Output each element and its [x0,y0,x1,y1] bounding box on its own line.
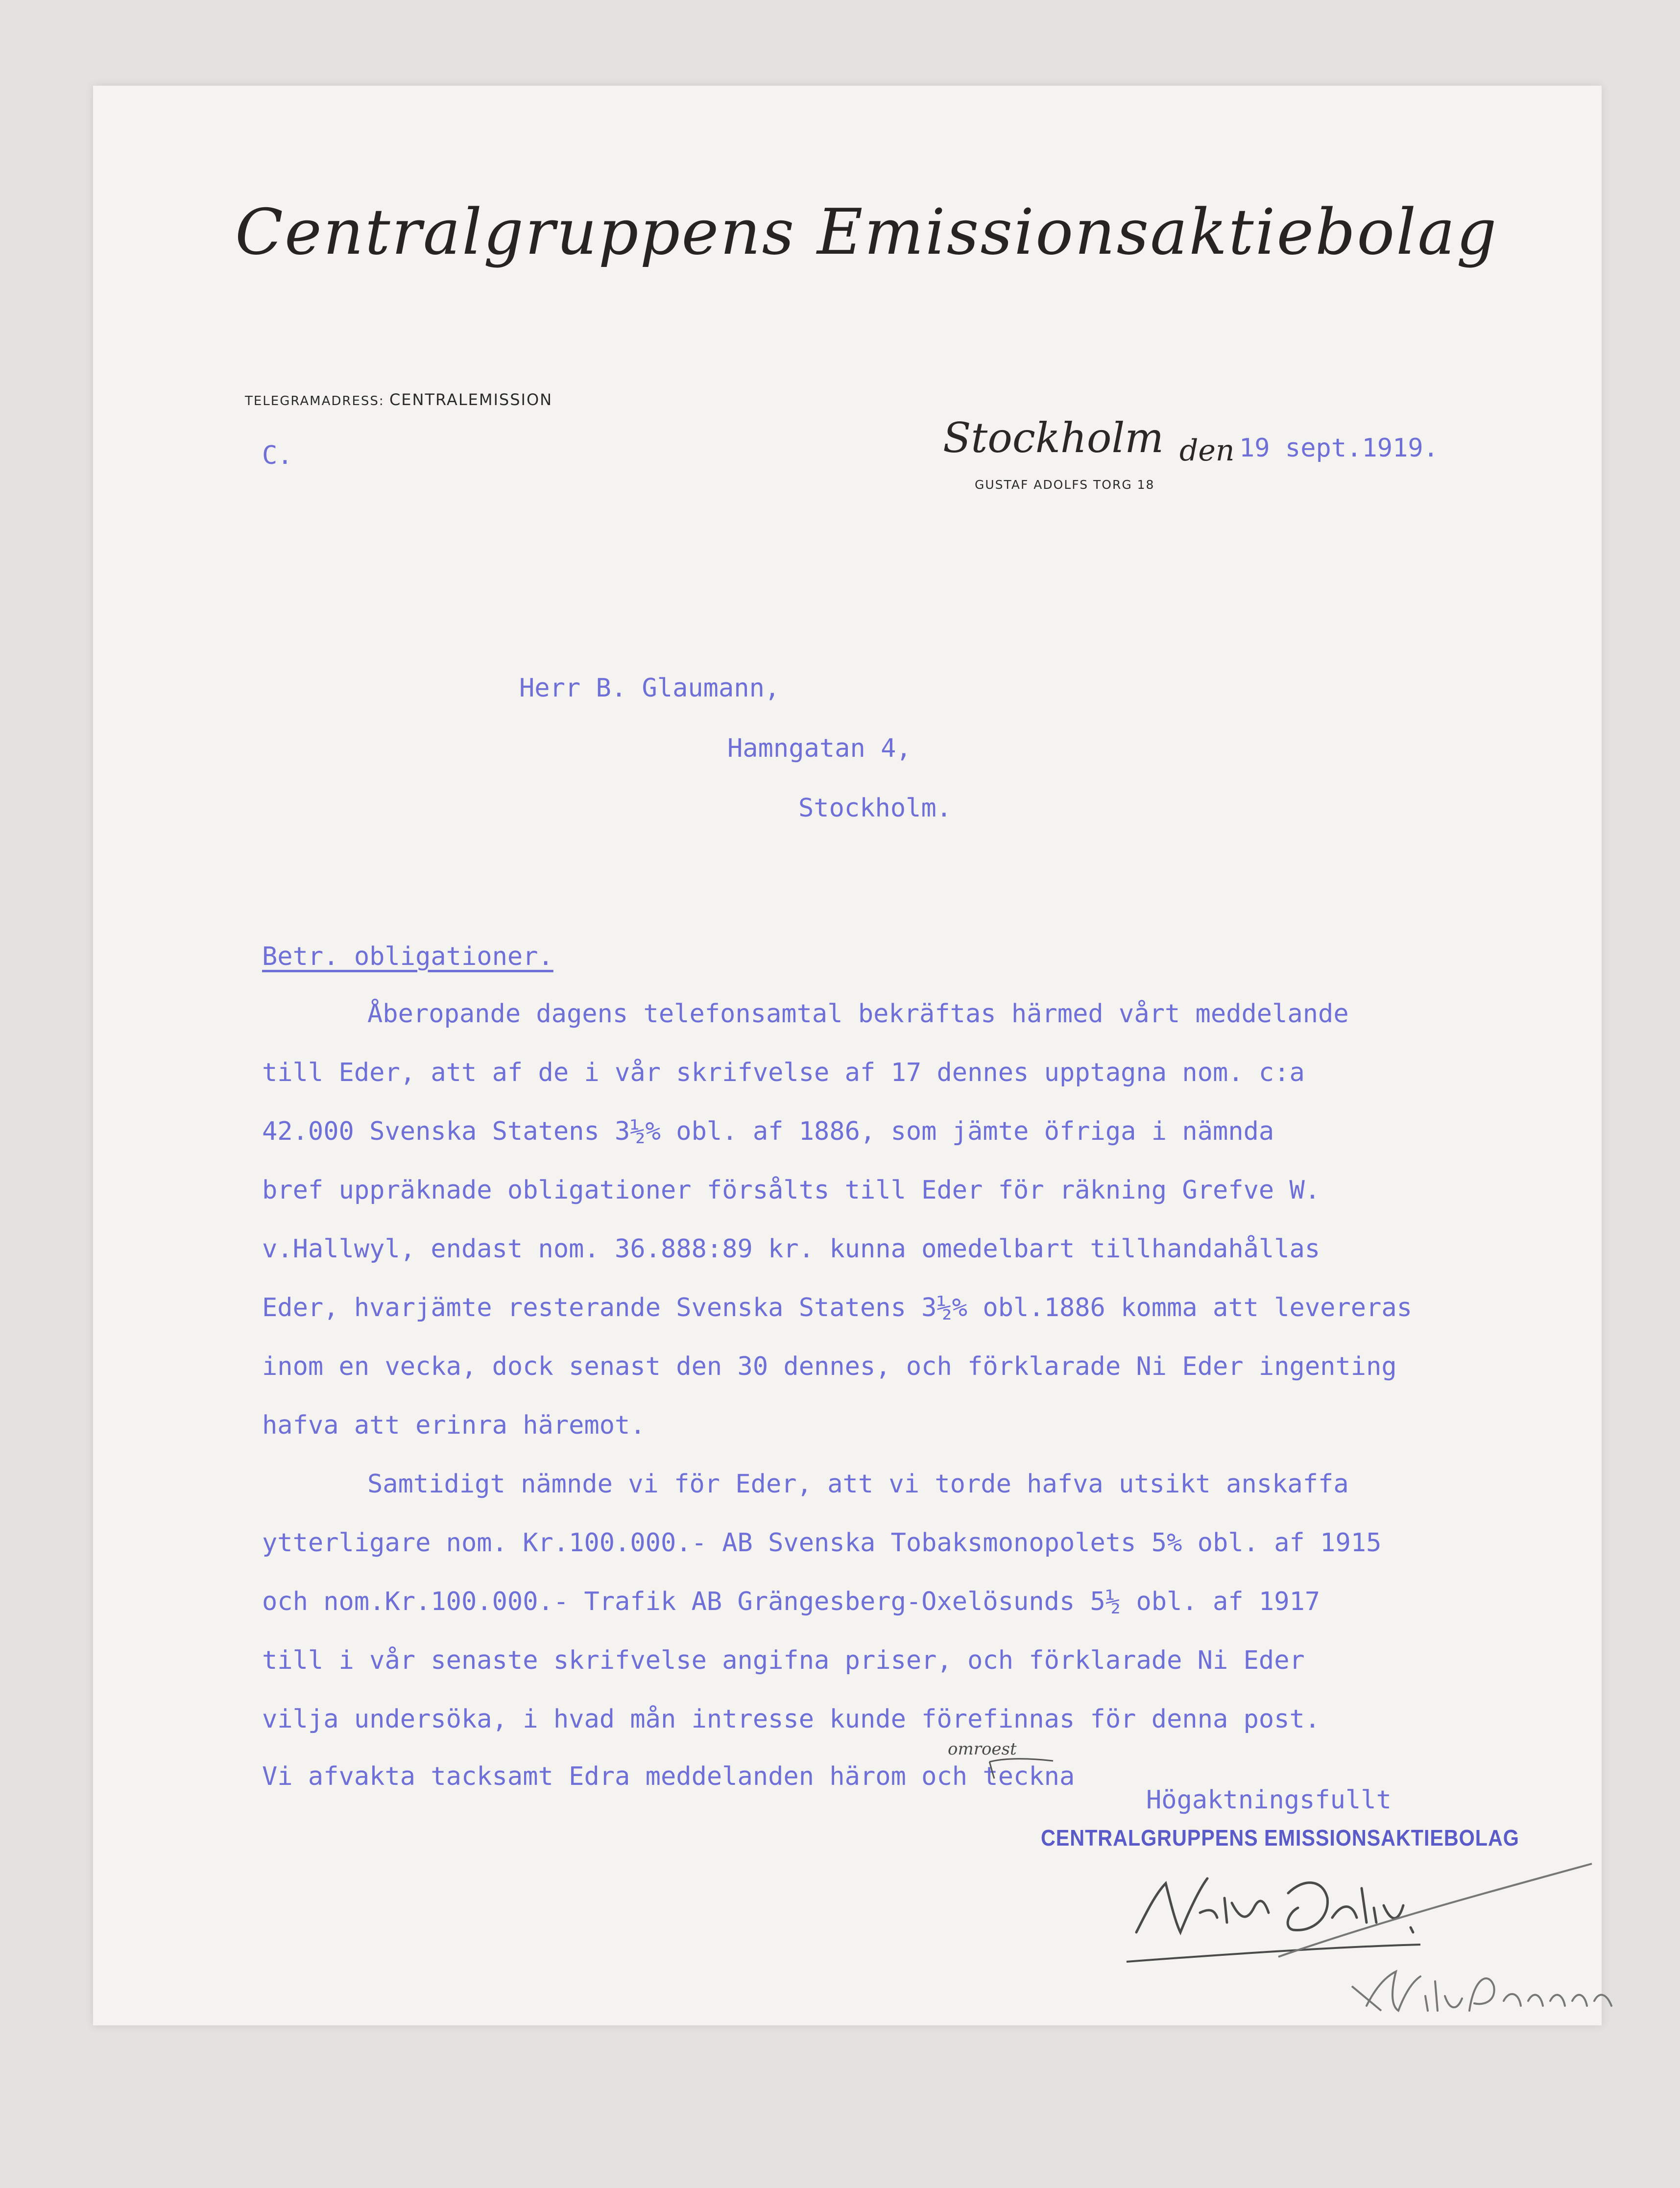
company-stamp: CENTRALGRUPPENS EMISSIONSAKTIEBOLAG [1041,1825,1519,1851]
letter-date: 19 sept.1919. [1239,433,1439,463]
paragraph-2-line-2: ytterligare nom. Kr.100.000.- AB Svenska Tobaksmonopolets 5% obl. af 1915 [262,1528,1382,1558]
paragraph-1-line-8: hafva att erinra häremot. [262,1411,646,1440]
letterhead-company-name: Centralgruppens Emissionsaktiebolag [235,196,1498,269]
letter-page [93,86,1602,2025]
paragraph-2-line-3: och nom.Kr.100.000.- Trafik AB Grängesberg-Oxelösunds 5½ obl. af 1917 [262,1587,1320,1616]
paragraph-1-line-6: Eder, hvarjämte resterande Svenska Statens 3½% obl.1886 komma att levereras [262,1293,1412,1322]
recipient-street: Hamngatan 4, [727,734,912,763]
paragraph-2-line-5: vilja undersöka, i hvad mån intresse kunde förefinnas för denna post. [262,1705,1320,1734]
paragraph-1-line-4: bref uppräknade obligationer försålts till Eder för räkning Grefve W. [262,1176,1320,1205]
telegram-label: TELEGRAMADRESS: [245,394,384,409]
paragraph-2-line-1: Samtidigt nämnde vi för Eder, att vi torde hafva utsikt anskaffa [367,1469,1349,1499]
letterhead-den: den [1179,433,1235,468]
paragraph-1-line-1: Åberopande dagens telefonsamtal bekräftas härmed vårt meddelande [367,999,1349,1029]
recipient-city: Stockholm. [798,793,952,823]
paragraph-1-line-7: inom en vecka, dock senast den 30 dennes, och förklarade Ni Eder ingenting [262,1352,1397,1381]
insertion-caret-mark [984,1757,1063,1786]
recipient-name: Herr B. Glaumann, [519,673,780,703]
subject-line: Betr. obligationer. [262,942,553,971]
handwritten-insertion: omroest [948,1739,1017,1759]
paragraph-2-line-4: till i vår senaste skrifvelse angifna priser, och förklarade Ni Eder [262,1646,1305,1675]
letterhead-city: Stockholm [943,414,1164,462]
letterhead-address: GUSTAF ADOLFS TORG 18 [975,478,1155,492]
signature-nils-persson [1278,1864,1621,2025]
paragraph-1-line-5: v.Hallwyl, endast nom. 36.888:89 kr. kunna omedelbart tillhandahållas [262,1234,1320,1264]
reference-code: C. [262,441,293,470]
paragraph-1-line-2: till Eder, att af de i vår skrifvelse af 17 dennes upptagna nom. c:a [262,1058,1305,1087]
paragraph-1-line-3: 42.000 Svenska Statens 3½% obl. af 1886, som jämte öfriga i nämnda [262,1117,1274,1146]
telegram-address [245,390,552,409]
paragraph-2-line-6: Vi afvakta tacksamt Edra meddelanden härom och teckna [262,1762,1075,1791]
closing-phrase: Högaktningsfullt [1146,1785,1392,1815]
telegram-value: CENTRALEMISSION [389,390,553,409]
